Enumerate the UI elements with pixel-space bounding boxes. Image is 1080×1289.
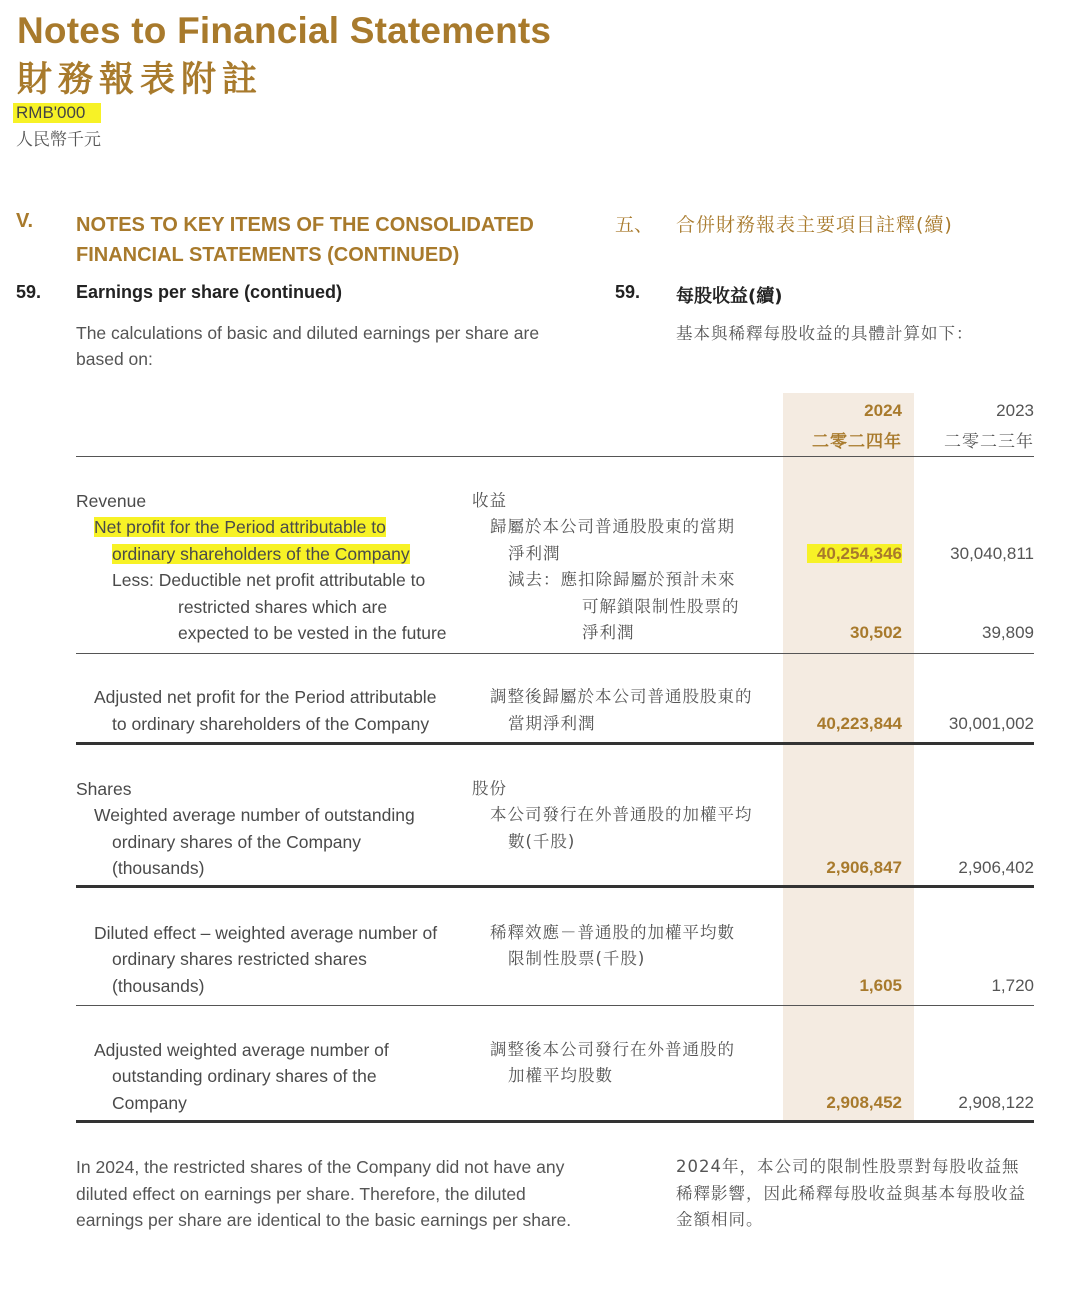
less-label-line1: Less: Deductible net profit attributable to [112,570,426,590]
revenue-label: Revenue [76,491,147,511]
section-title-line2: FINANCIAL STATEMENTS (CONTINUED) [76,244,460,266]
note-number-zh: 59. [615,282,641,302]
current-year-column-band [783,393,914,1122]
net-profit-label-zh-line1: 歸屬於本公司普通股股東的當期 [490,517,735,536]
intro-text: The calculations of basic and diluted earnings per share are based on: [76,323,540,369]
page-title-zh: 財務報表附註 [17,60,264,100]
adj-profit-label-zh-line1: 調整後歸屬於本公司普通股股東的 [490,687,753,706]
wavg-2023: 2,906,402 [958,858,1034,877]
shares-label-zh: 股份 [472,779,507,798]
adjw-label-line2: outstanding ordinary shares of the [112,1066,377,1086]
column-header-2023-zh: 二零二三年 [944,432,1034,452]
wavg-label-zh-line2: 數(千股) [508,832,576,851]
dil-label-line2: ordinary shares restricted shares [112,949,367,969]
less-label-line3: expected to be vested in the future [178,623,447,643]
dil-label-zh-line1: 稀釋效應－普通股的加權平均數 [490,923,735,942]
dil-2023: 1,720 [991,976,1034,995]
section-title [76,210,596,270]
page-title: Notes to Financial Statements [17,10,552,51]
less-label-line2: restricted shares which are [178,597,388,617]
section-title-zh: 合併財務報表主要項目註釋(續) [676,214,953,236]
less-label-zh-line3: 淨利潤 [582,623,635,642]
table-bottom-rule [76,1120,1034,1123]
dil-label-line3: (thousands) [112,976,205,996]
wavg-label-line3: (thousands) [112,858,205,878]
section-number-zh: 五、 [615,214,654,236]
less-label-zh-line2: 可解鎖限制性股票的 [582,597,740,616]
less-2023: 39,809 [982,623,1034,642]
wavg-2024: 2,906,847 [826,858,902,877]
column-header-2024: 2024 [864,401,902,420]
note-number: 59. [16,282,42,302]
adjw-label-zh-line2: 加權平均股數 [508,1066,613,1085]
adjw-2024: 2,908,452 [826,1093,902,1112]
note-title: Earnings per share (continued) [76,282,343,302]
dil-2024: 1,605 [859,976,902,995]
wavg-label-line1: Weighted average number of outstanding [94,805,415,825]
wavg-label-line2: ordinary shares of the Company [112,832,362,852]
adjw-label-line3: Company [112,1093,187,1113]
adj-profit-2024: 40,223,844 [816,714,902,733]
wavg-label-zh-line1: 本公司發行在外普通股的加權平均 [490,805,753,824]
row-divider [76,1005,1034,1006]
less-label-zh-line1: 減去：應扣除歸屬於預計未來 [508,570,736,589]
section-title-line1: NOTES TO KEY ITEMS OF THE CONSOLIDATED [76,214,534,236]
adjw-label-zh-line1: 調整後本公司發行在外普通股的 [490,1040,735,1059]
table-header-rule [76,456,1034,457]
currency-unit-zh: 人民幣千元 [16,130,101,150]
adj-profit-label-line1: Adjusted net profit for the Period attributable [94,687,437,707]
currency-unit: RMB'000 [13,103,101,123]
shares-label: Shares [76,779,132,799]
adj-profit-2023: 30,001,002 [948,714,1034,733]
adjw-label-line1: Adjusted weighted average number of [94,1040,389,1060]
net-profit-label-zh-line2: 淨利潤 [508,544,561,563]
column-header-2024-zh: 二零二四年 [812,432,902,452]
intro-text-zh: 基本與稀釋每股收益的具體計算如下： [676,324,974,343]
revenue-label-zh: 收益 [472,491,507,510]
footnote-text-zh: 2024年，本公司的限制性股票對每股收益無稀釋影響，因此稀釋每股收益與基本每股收益金額相同。 [676,1157,1026,1229]
dil-label-zh-line2: 限制性股票(千股) [508,949,646,968]
net-profit-label-line1: Net profit for the Period attributable to [94,517,386,537]
column-header-2023: 2023 [996,401,1034,420]
row-divider-thick [76,742,1034,745]
adj-profit-label-zh-line2: 當期淨利潤 [508,714,596,733]
row-divider [76,653,1034,654]
section-number: V. [16,210,34,232]
row-divider-thick [76,885,1034,888]
dil-label-line1: Diluted effect – weighted average number of [94,923,438,943]
net-profit-label-line2: ordinary shareholders of the Company [112,544,410,564]
adjw-2023: 2,908,122 [958,1093,1034,1112]
adj-profit-label-line2: to ordinary shareholders of the Company [112,714,430,734]
note-title-zh: 每股收益(續) [676,286,783,307]
net-profit-2024: 40,254,346 [783,541,902,567]
net-profit-2023: 30,040,811 [950,544,1034,563]
less-2024: 30,502 [850,623,902,642]
footnote-text: In 2024, the restricted shares of the Company did not have any diluted effect on earnings per share. Therefore, the diluted earnings per share are identical to the basic earnings per share. [76,1157,572,1230]
